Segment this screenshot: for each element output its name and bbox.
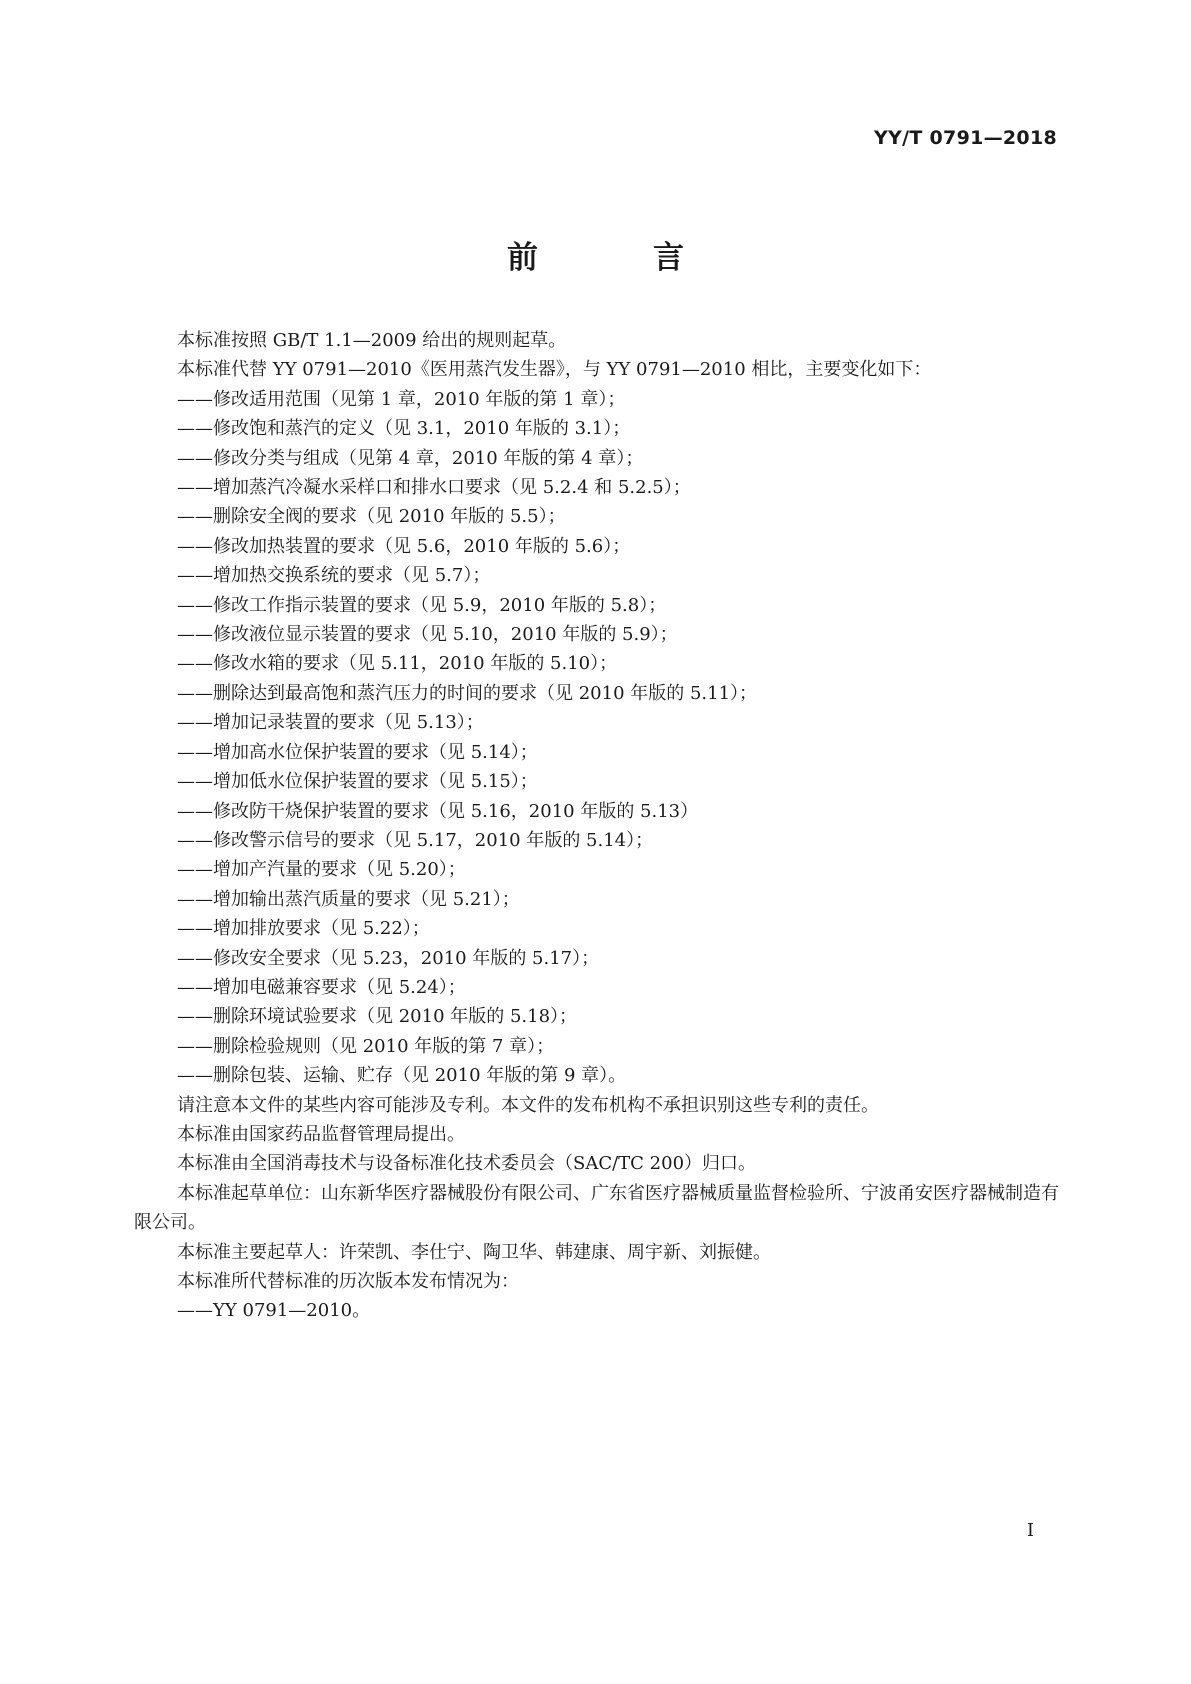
list-item: ——增加记录装置的要求（见 5.13）； — [177, 712, 484, 734]
list-item: ——修改分类与组成（见第 4 章，2010 年版的第 4 章）； — [177, 447, 644, 469]
list-item: ——修改适用范围（见第 1 章，2010 年版的第 1 章）； — [177, 388, 626, 410]
paragraph: 本标准代替 YY 0791—2010《医用蒸汽发生器》，与 YY 0791—2010 相比，主要变化如下： — [177, 359, 932, 381]
proposer-paragraph: 本标准由国家药品监督管理局提出。 — [177, 1123, 465, 1145]
paragraph: 本标准按照 GB/T 1.1—2009 给出的规则起草。 — [177, 330, 567, 351]
list-item: ——删除达到最高饱和蒸汽压力的时间的要求（见 2010 年版的 5.11）； — [177, 682, 758, 704]
list-item: ——修改水箱的要求（见 5.11，2010 年版的 5.10）； — [177, 653, 618, 675]
patent-notice: 请注意本文件的某些内容可能涉及专利。本文件的发布机构不承担识别这些专利的责任。 — [177, 1094, 879, 1116]
list-item: ——增加低水位保护装置的要求（见 5.15）； — [177, 771, 538, 793]
list-item: ——增加蒸汽冷凝水采样口和排水口要求（见 5.2.4 和 5.2.5）； — [177, 477, 691, 499]
list-item: ——删除检验规则（见 2010 年版的第 7 章）； — [177, 1035, 555, 1057]
list-item: ——YY 0791—2010。 — [177, 1300, 371, 1322]
list-item: ——删除环境试验要求（见 2010 年版的 5.18）； — [177, 1006, 578, 1028]
page-title: 前 言 — [507, 240, 726, 276]
changes-list — [134, 385, 1064, 1091]
list-item: ——修改饱和蒸汽的定义（见 3.1，2010 年版的 3.1）； — [177, 418, 631, 440]
list-item: ——修改防干烧保护装置的要求（见 5.16，2010 年版的 5.13） — [177, 800, 699, 822]
foreword-body — [134, 326, 1064, 1326]
committee-paragraph: 本标准由全国消毒技术与设备标准化技术委员会（SAC/TC 200）归口。 — [177, 1153, 757, 1175]
history-intro-paragraph: 本标准所代替标准的历次版本发布情况为： — [177, 1271, 519, 1292]
page-number: I — [1026, 1520, 1034, 1541]
list-item: ——删除包装、运输、贮存（见 2010 年版的第 9 章）。 — [177, 1065, 627, 1087]
list-item: ——增加排放要求（见 5.22）； — [177, 918, 430, 940]
list-item: ——删除安全阀的要求（见 2010 年版的 5.5）； — [177, 506, 566, 528]
list-item: ——修改警示信号的要求（见 5.17，2010 年版的 5.14）； — [177, 829, 654, 851]
list-item: ——修改加热装置的要求（见 5.6，2010 年版的 5.6）； — [177, 535, 631, 557]
list-item: ——增加产汽量的要求（见 5.20）； — [177, 859, 466, 881]
list-item: ——增加高水位保护装置的要求（见 5.14）； — [177, 741, 538, 763]
list-item: ——增加电磁兼容要求（见 5.24）； — [177, 976, 466, 998]
list-item: ——增加输出蒸汽质量的要求（见 5.21）； — [177, 888, 520, 910]
list-item: ——修改安全要求（见 5.23，2010 年版的 5.17）； — [177, 947, 600, 969]
drafting-units-paragraph: 本标准起草单位：山东新华医疗器械股份有限公司、广东省医疗器械质量监督检验所、宁波甬安医疗器械制造有限公司。 — [134, 1182, 1059, 1234]
history-list — [134, 1296, 1064, 1325]
list-item: ——修改工作指示装置的要求（见 5.9，2010 年版的 5.8）； — [177, 594, 667, 616]
list-item: ——增加热交换系统的要求（见 5.7）； — [177, 565, 491, 587]
drafters-paragraph: 本标准主要起草人：许荣凯、李仕宁、陶卫华、韩建康、周宇新、刘振健。 — [177, 1241, 771, 1263]
list-item: ——修改液位显示装置的要求（见 5.10，2010 年版的 5.9）； — [177, 624, 678, 646]
standard-code: YY/T 0791—2018 — [874, 127, 1057, 149]
